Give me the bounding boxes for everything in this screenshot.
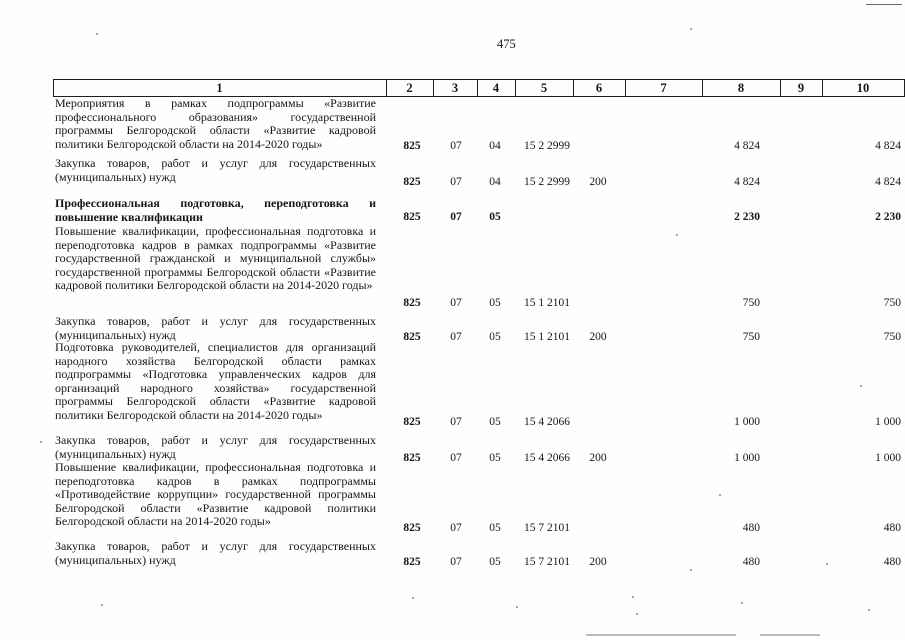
cell-section: 07: [450, 211, 462, 223]
row-description: [55, 157, 376, 184]
column-header: 5: [540, 81, 548, 95]
row-description: [55, 315, 376, 342]
scan-speck: [636, 613, 638, 615]
cell-section: 07: [450, 452, 462, 464]
cell-amount: 480: [742, 556, 760, 568]
cell-expense-type: 200: [589, 452, 607, 464]
column-header: 1: [216, 81, 223, 95]
cell-amount: 4 824: [734, 140, 760, 152]
cell-amount-total: 750: [883, 297, 901, 309]
scan-speck: [741, 602, 743, 604]
cell-admin-code: 825: [403, 297, 421, 309]
cell-subsection: 05: [489, 297, 501, 309]
row-description-text: Закупка товаров, работ и услуг для государственных (муниципальных) нужд: [55, 314, 376, 342]
row-description-text: Подготовка руководителей, специалистов для организаций народного хозяйства Белгородской области рамках подпрограммы «Подготовка управленческих кадров для организаций народного хозяйства» государственной программы Белгородской области «Развитие кадровой политики Белгородской области на 2014-2020 годы»: [55, 340, 376, 422]
cell-amount-total: 480: [883, 522, 901, 534]
cell-section: 07: [450, 297, 462, 309]
cell-subsection: 04: [489, 140, 501, 152]
cell-amount-total: 1 000: [875, 452, 901, 464]
cell-subsection: 05: [489, 211, 501, 223]
column-header: 6: [595, 81, 603, 95]
row-description-text: Повышение квалификации, профессиональная подготовка и переподготовка кадров в рамках подпрограммы «Развитие государственной гражданской и муниципальной службы» государственной программы Белгородской области «Развитие кадровой политики Белгородской области на 2014-2020 годы»: [55, 224, 376, 292]
page-number: 475: [497, 37, 516, 51]
scan-speck: [860, 385, 862, 387]
scan-speck: [412, 597, 414, 599]
cell-subsection: 05: [489, 522, 501, 534]
row-description-text: Профессиональная подготовка, переподготовка и повышение квалификации: [55, 196, 376, 224]
cell-section: 07: [450, 140, 462, 152]
cell-admin-code: 825: [403, 522, 421, 534]
cell-subsection: 04: [489, 176, 501, 188]
row-description: [55, 341, 376, 422]
cell-subsection: 05: [489, 556, 501, 568]
column-header: 3: [451, 81, 459, 95]
cell-amount: 750: [742, 297, 760, 309]
row-description: [55, 461, 376, 529]
cell-section: 07: [450, 176, 462, 188]
cell-admin-code: 825: [403, 176, 421, 188]
cell-amount: 750: [742, 331, 760, 343]
row-description-text: Закупка товаров, работ и услуг для государственных (муниципальных) нужд: [55, 156, 376, 184]
cell-target-article: 15 1 2101: [524, 331, 570, 343]
cell-admin-code: 825: [403, 452, 421, 464]
cell-admin-code: 825: [403, 140, 421, 152]
cell-amount-total: 1 000: [875, 416, 901, 428]
scan-speck: [516, 606, 518, 608]
column-header: 8: [737, 81, 745, 95]
cell-section: 07: [450, 331, 462, 343]
cell-admin-code: 825: [403, 556, 421, 568]
cell-target-article: 15 1 2101: [524, 297, 570, 309]
cell-admin-code: 825: [403, 211, 421, 223]
row-description-text: Мероприятия в рамках подпрограммы «Развитие профессионального образования» государственной программы Белгородской области «Развитие кадровой политики Белгородской области на 2014-2020 годы»: [55, 96, 376, 151]
cell-target-article: 15 2 2999: [524, 176, 570, 188]
scan-speck: [676, 234, 678, 236]
cell-target-article: 15 7 2101: [524, 522, 570, 534]
column-header: 4: [492, 81, 500, 95]
column-header: 9: [797, 81, 805, 95]
column-header: 7: [660, 81, 667, 95]
table-header: [53, 79, 905, 97]
row-description-text: Закупка товаров, работ и услуг для государственных (муниципальных) нужд: [55, 539, 376, 567]
cell-expense-type: 200: [589, 331, 607, 343]
cell-amount: 2 230: [734, 211, 760, 223]
cell-admin-code: 825: [403, 331, 421, 343]
scan-bleed: [586, 634, 736, 636]
cell-section: 07: [450, 416, 462, 428]
cell-expense-type: 200: [589, 176, 607, 188]
cell-amount: 1 000: [734, 416, 760, 428]
column-header: 10: [856, 81, 870, 95]
cell-expense-type: 200: [589, 556, 607, 568]
scan-speck: [96, 33, 98, 35]
row-description-text: Повышение квалификации, профессиональная подготовка и переподготовка кадров в рамках подпрограммы «Противодействие коррупции» государственной программы Белгородской области «Развитие кадровой политики Белгородской области на 2014-2020 годы»: [55, 460, 376, 528]
cell-amount-total: 4 824: [875, 176, 901, 188]
cell-target-article: 15 4 2066: [524, 452, 570, 464]
cell-subsection: 05: [489, 331, 501, 343]
cell-section: 07: [450, 522, 462, 534]
cell-admin-code: 825: [403, 416, 421, 428]
column-header: 2: [406, 81, 413, 95]
row-description: [55, 540, 376, 567]
cell-amount-total: 480: [883, 556, 901, 568]
cell-target-article: 15 2 2999: [524, 140, 570, 152]
row-description: [55, 197, 376, 224]
cell-subsection: 05: [489, 416, 501, 428]
scan-speck: [632, 596, 634, 598]
scan-edge-mark: [866, 4, 902, 5]
cell-amount-total: 2 230: [875, 211, 901, 223]
scan-bleed: [760, 634, 820, 636]
row-description: [55, 97, 376, 151]
scan-speck: [690, 28, 692, 30]
scan-speck: [868, 609, 870, 611]
scan-speck: [826, 563, 828, 565]
scan-speck: [719, 494, 721, 496]
cell-amount: 1 000: [734, 452, 760, 464]
cell-amount: 4 824: [734, 176, 760, 188]
cell-subsection: 05: [489, 452, 501, 464]
scan-speck: [101, 604, 103, 606]
row-description-text: Закупка товаров, работ и услуг для государственных (муниципальных) нужд: [55, 433, 376, 461]
row-description: [55, 434, 376, 461]
cell-amount: 480: [742, 522, 760, 534]
row-description: [55, 225, 376, 293]
cell-amount-total: 4 824: [875, 140, 901, 152]
scan-speck: [690, 569, 692, 571]
cell-target-article: 15 7 2101: [524, 556, 570, 568]
cell-section: 07: [450, 556, 462, 568]
scan-speck: [40, 441, 42, 443]
cell-target-article: 15 4 2066: [524, 416, 570, 428]
cell-amount-total: 750: [883, 331, 901, 343]
